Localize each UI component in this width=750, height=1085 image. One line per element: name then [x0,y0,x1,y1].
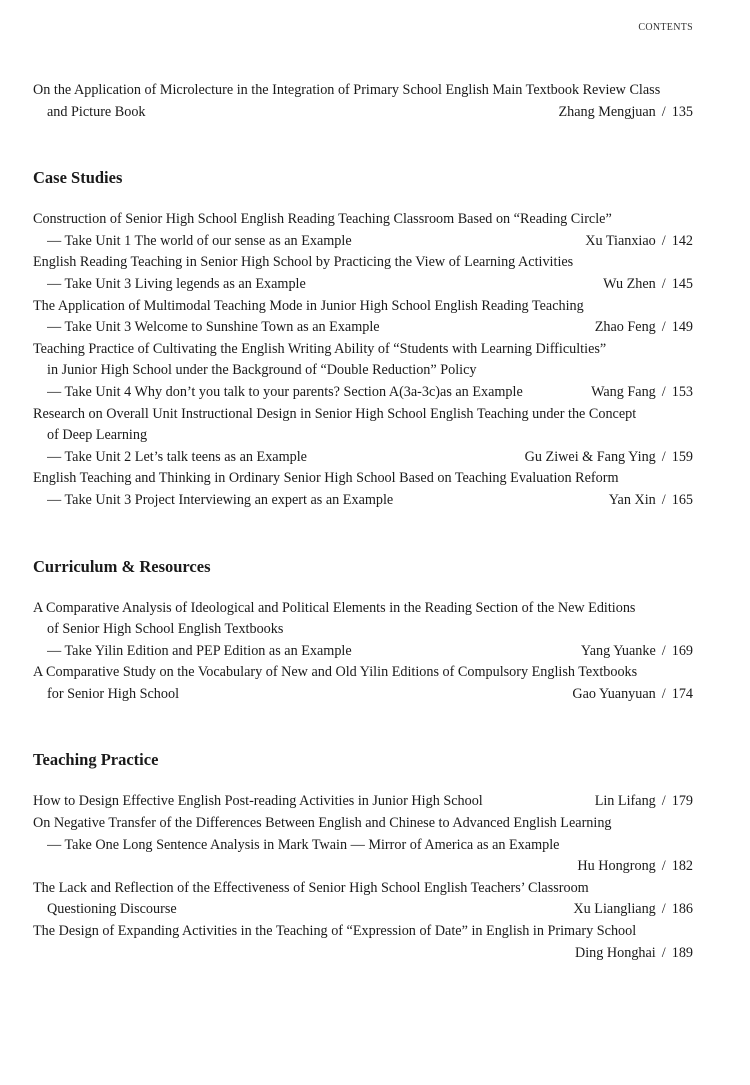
toc-entry-title-text: English Teaching and Thinking in Ordinary Senior High School Based on Teaching Evaluation Reform [33,470,619,487]
toc-author: Xu Tianxiao [585,232,656,249]
toc-entry-title-text: and Picture Book [47,103,146,120]
toc-entry-line [33,899,693,921]
toc-entry[interactable] [33,662,693,705]
toc-separator: / [661,448,666,465]
toc-entry-title-text: The Lack and Reflection of the Effectiveness of Senior High School English Teachers’ Classroom [33,879,589,896]
toc-entry-title-text: — Take Unit 3 Project Interviewing an expert as an Example [47,491,394,508]
toc-page-number[interactable]: 135 [671,103,693,120]
toc-author: Wang Fang [591,383,656,400]
toc-byline [595,317,693,339]
toc-entry-title-text: Questioning Discourse [47,901,177,918]
toc-page-number[interactable]: 142 [671,232,693,249]
toc-entry-title-text: — Take Unit 3 Welcome to Sunshine Town as an Example [47,319,380,336]
toc-entry-title-text: — Take Unit 1 The world of our sense as an Example [47,232,352,249]
toc-byline [591,382,693,404]
toc-author: Gao Yuanyuan [572,685,656,702]
toc-page-number[interactable]: 169 [671,642,693,659]
section-heading: Curriculum & Resources [33,556,211,576]
toc-entry-line [33,684,693,706]
toc-separator: / [661,275,666,292]
toc-entry-title-text: English Reading Teaching in Senior High School by Practicing the View of Learning Activities [33,254,574,271]
toc-entry-title-text: On the Application of Microlecture in the Integration of Primary School English Main Textbook Review Class [33,82,661,98]
toc-entry-line [33,80,693,102]
toc-separator: / [661,858,666,875]
toc-author: Lin Lifang [594,793,656,810]
toc-entry-title-text: of Deep Learning [47,427,148,444]
toc-author: Wu Zhen [603,275,656,292]
toc-author: Yan Xin [608,491,656,508]
toc-page-number[interactable]: 153 [671,383,693,400]
toc-page-number[interactable]: 186 [671,901,693,918]
toc-page-number[interactable]: 149 [671,319,693,336]
toc-entry-line [33,490,693,512]
section-heading: Teaching Practice [33,750,159,770]
section-spacer [33,512,693,556]
toc-entry-line [33,404,693,426]
toc-entry-line [33,619,693,641]
toc-entry-line [33,943,693,965]
toc-entry-line [33,317,693,339]
toc-entry-title-text: The Design of Expanding Activities in the Teaching of “Expression of Date” in English in Primary School [33,923,637,940]
toc-entry[interactable] [33,468,693,511]
toc-byline [585,231,693,253]
toc-separator: / [661,491,666,508]
toc-entry[interactable] [33,296,693,339]
toc-page-number[interactable]: 145 [671,275,693,292]
toc-entry-line [33,274,693,296]
toc-entry-line [33,791,693,813]
toc-page-number[interactable]: 179 [671,793,693,810]
toc-entry-title-text: — Take One Long Sentence Analysis in Mark Twain — Mirror of America as an Example [47,836,560,853]
toc-byline [577,856,693,878]
toc-byline [575,943,693,965]
toc-author: Ding Honghai [574,944,656,961]
section-spacer [33,123,693,167]
table-of-contents [33,80,693,964]
toc-byline [609,490,693,512]
toc-byline [558,102,693,124]
toc-entry-line [33,252,693,274]
toc-entry-line [33,835,693,857]
toc-entry-line [33,360,693,382]
toc-separator: / [661,901,666,918]
toc-entry-title-text: in Junior High School under the Background of “Double Reduction” Policy [47,362,477,379]
toc-separator: / [661,944,666,961]
toc-separator: / [661,383,666,400]
toc-entry-line [33,856,693,878]
toc-page-number[interactable]: 189 [671,944,693,961]
toc-page-number[interactable]: 165 [671,491,693,508]
toc-entry[interactable] [33,813,693,878]
toc-separator: / [661,793,666,810]
section-heading: Case Studies [33,168,123,188]
toc-author: Yang Yuanke [580,642,656,659]
toc-author: Zhang Mengjuan [558,103,656,120]
toc-entry-line [33,382,693,404]
toc-entry-line [33,209,693,231]
toc-entry-title-text: Teaching Practice of Cultivating the English Writing Ability of “Students with Learning Difficulties” [33,340,607,357]
toc-entry-line [33,231,693,253]
toc-entry-title-text: The Application of Multimodal Teaching Mode in Junior High School English Reading Teaching [33,297,584,314]
toc-entry-line [33,598,693,620]
toc-separator: / [661,642,666,659]
toc-entry[interactable] [33,791,693,813]
toc-separator: / [661,685,666,702]
toc-author: Zhao Feng [594,319,656,336]
toc-byline [581,641,693,663]
toc-author: Hu Hongrong [577,858,656,875]
toc-entry-title-text: A Comparative Study on the Vocabulary of New and Old Yilin Editions of Compulsory English Textbooks [33,664,638,681]
toc-byline [603,274,693,296]
toc-byline [573,899,693,921]
toc-entry-line [33,296,693,318]
toc-entry-title-text: Construction of Senior High School English Reading Teaching Classroom Based on “Reading Circle” [33,211,612,228]
toc-entry-line [33,878,693,900]
toc-byline [572,684,693,706]
toc-page-number[interactable]: 159 [671,448,693,465]
toc-byline [525,447,693,469]
toc-entry[interactable] [33,209,693,252]
toc-author: Gu Ziwei & Fang Ying [524,448,656,465]
toc-entry-title-text: How to Design Effective English Post-reading Activities in Junior High School [33,793,483,810]
toc-entry[interactable] [33,598,693,663]
toc-byline [595,791,693,813]
toc-page-number[interactable]: 182 [671,858,693,875]
toc-page-number[interactable]: 174 [671,685,693,702]
toc-entry-line [33,641,693,663]
toc-entry-title-text: — Take Unit 3 Living legends as an Example [47,275,306,292]
toc-entry-title-text: On Negative Transfer of the Differences Between English and Chinese to Advanced English Learning [33,815,612,832]
toc-entry-title-text: — Take Unit 2 Let’s talk teens as an Example [47,448,307,465]
toc-separator: / [661,103,666,120]
toc-entry-line [33,425,693,447]
toc-author: Xu Liangliang [573,901,656,918]
toc-entry-title-text: of Senior High School English Textbooks [47,621,284,638]
toc-entry-title-text: for Senior High School [47,685,180,702]
toc-entry[interactable] [33,404,693,469]
toc-entry-line [33,921,693,943]
toc-entry-line [33,447,693,469]
toc-entry[interactable] [33,252,693,295]
toc-entry-title-text: — Take Yilin Edition and PEP Edition as an Example [47,642,352,659]
toc-entry[interactable] [33,339,693,404]
toc-separator: / [661,232,666,249]
toc-entry[interactable] [33,878,693,921]
toc-entry-line [33,339,693,361]
running-head: CONTENTS [638,22,693,33]
toc-separator: / [661,319,666,336]
toc-entry-title-text: Research on Overall Unit Instructional Design in Senior High School English Teaching under the Concept [33,405,637,422]
toc-entry-line [33,102,693,124]
toc-entry-line [33,662,693,684]
toc-entry[interactable] [33,921,693,964]
toc-entry-line [33,813,693,835]
toc-entry-title-text: — Take Unit 4 Why don’t you talk to your parents? Section A(3a-3c)as an Example [47,383,523,400]
toc-entry-line [33,468,693,490]
toc-entry-title-text: A Comparative Analysis of Ideological and Political Elements in the Reading Section of the New Editions [33,599,636,616]
toc-entry[interactable] [33,80,693,123]
section-spacer [33,705,693,749]
